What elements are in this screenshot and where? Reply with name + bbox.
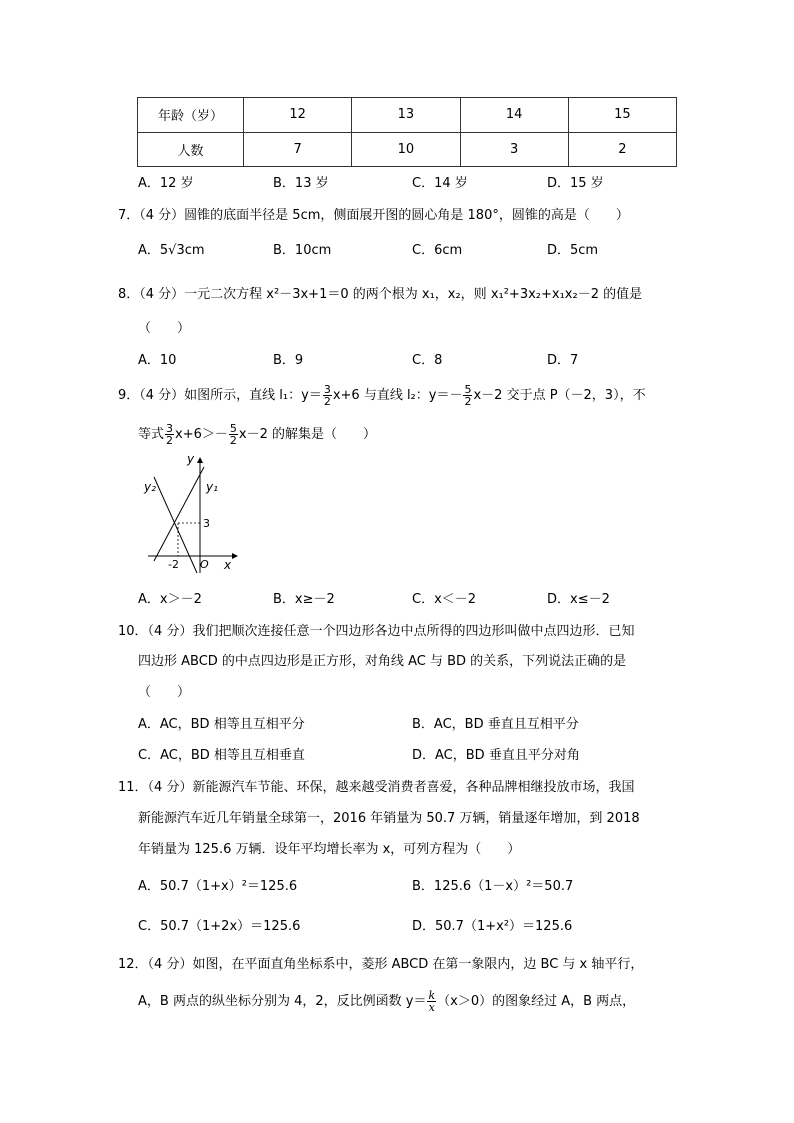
q8-option-b[interactable]: B．9 [273, 353, 304, 368]
q11-option-a[interactable]: A．50.7（1+x）²＝125.6 [138, 879, 298, 894]
q10-line2: 四边形 ABCD 的中点四边形是正方形，对角线 AC 与 BD 的关系，下列说法正确的是 [138, 654, 627, 669]
q9-option-c[interactable]: C．x＜－2 [412, 592, 477, 607]
q9-stem-line1 [118, 383, 646, 409]
q6-option-d[interactable]: D．15 岁 [547, 176, 604, 191]
x-axis-label: x [224, 558, 232, 572]
x-axis-arrow-icon [232, 553, 238, 559]
q9-stem-pre: 9．（4 分）如图所示，直线 l₁：y＝ [118, 388, 322, 403]
table-cell: 15 [568, 98, 676, 133]
y-axis-label: y [187, 455, 195, 466]
q8-stem: 8．（4 分）一元二次方程 x²－3x+1＝0 的两个根为 x₁，x₂，则 x₁²+3x₂+x₁x₂－2 的值是 [118, 287, 643, 302]
fraction-numerator: 3 [323, 383, 331, 396]
fraction-denominator: 2 [229, 434, 237, 447]
q9-stem-line2 [138, 422, 376, 448]
q9-line2-pre: 等式 [138, 427, 165, 442]
fraction [427, 990, 436, 1013]
table-cell: 年龄（岁） [138, 98, 244, 133]
q8-option-c[interactable]: C．8 [412, 353, 443, 368]
q9-graph [140, 455, 240, 575]
q12-line2-post: （x＞0）的图象经过 A，B 两点， [437, 994, 636, 1009]
fraction-numerator: 5 [229, 422, 237, 435]
q9-option-b[interactable]: B．x≥－2 [273, 592, 335, 607]
q11-line2: 新能源汽车近几年销量全球第一，2016 年销量为 50.7 万辆，销量逐年增加，到 2018 [138, 811, 640, 826]
table-row [138, 98, 677, 133]
q12-line1: 12．（4 分）如图，在平面直角坐标系中，菱形 ABCD 在第一象限内，边 BC 与 x 轴平行， [118, 957, 644, 972]
q11-option-d[interactable]: D．50.7（1+x²）＝125.6 [412, 919, 573, 934]
table-row [138, 132, 677, 167]
q12-line2 [138, 987, 635, 1017]
q10-option-a[interactable]: A．AC，BD 相等且互相平分 [138, 717, 305, 732]
q6-option-b[interactable]: B．13 岁 [273, 176, 329, 191]
q11-option-b[interactable]: B．125.6（1－x）²＝50.7 [412, 879, 574, 894]
y-axis-arrow-icon [197, 457, 203, 463]
q10-option-b[interactable]: B．AC，BD 垂直且互相平分 [412, 717, 579, 732]
fraction-numerator: 5 [464, 383, 472, 396]
table-cell: 2 [568, 132, 676, 167]
q11-line3: 年销量为 125.6 万辆．设年平均增长率为 x，可列方程为（ ） [138, 842, 521, 857]
fraction-numerator: 3 [166, 422, 174, 435]
q7-option-d[interactable]: D．5cm [547, 243, 599, 258]
q12-line2-pre: A，B 两点的纵坐标分别为 4，2，反比例函数 y＝ [138, 994, 427, 1009]
q10-line3: （ ） [138, 685, 191, 700]
table-cell: 12 [244, 98, 352, 133]
table-cell: 14 [460, 98, 568, 133]
q9-stem-mid: x+6 与直线 l₂：y＝－ [332, 388, 463, 403]
q6-option-a[interactable]: A．12 岁 [138, 176, 194, 191]
q9-option-a[interactable]: A．x＞－2 [138, 592, 202, 607]
y1-label: y₁ [206, 480, 218, 494]
origin-label: O [200, 558, 209, 571]
age-table [137, 97, 677, 167]
q9-stem-post: x－2 交于点 P（－2，3），不 [473, 388, 646, 403]
q8-stem-tail: （ ） [138, 321, 191, 336]
q9-option-d[interactable]: D．x≤－2 [547, 592, 610, 607]
fraction [463, 384, 472, 407]
x-tick-label: -2 [168, 558, 179, 571]
y-tick-label: 3 [203, 517, 210, 530]
line-y1 [154, 467, 204, 561]
q7-option-c[interactable]: C．6cm [412, 243, 463, 258]
fraction [323, 384, 332, 407]
q10-option-c[interactable]: C．AC，BD 相等且互相垂直 [138, 748, 305, 763]
fraction-denominator: 2 [166, 434, 174, 447]
q11-line1: 11．（4 分）新能源汽车节能、环保，越来越受消费者喜爱，各种品牌相继投放市场，我国 [118, 780, 635, 795]
table-cell: 3 [460, 132, 568, 167]
y2-label: y₂ [144, 480, 156, 494]
q11-option-c[interactable]: C．50.7（1+2x）＝125.6 [138, 919, 301, 934]
q9-line2-post: x－2 的解集是（ ） [238, 427, 376, 442]
q9-line2-mid: x+6＞－ [175, 427, 228, 442]
q10-option-d[interactable]: D．AC，BD 垂直且平分对角 [412, 748, 580, 763]
table-cell: 10 [352, 132, 460, 167]
fraction-denominator: 2 [464, 395, 472, 408]
fraction-numerator: k [428, 989, 436, 1002]
q7-option-b[interactable]: B．10cm [273, 243, 332, 258]
table-cell: 人数 [138, 132, 244, 167]
table-cell: 13 [352, 98, 460, 133]
fraction-denominator: 2 [323, 395, 331, 408]
fraction-denominator: x [428, 1001, 435, 1014]
table-cell: 7 [244, 132, 352, 167]
q8-option-a[interactable]: A．10 [138, 353, 177, 368]
fraction [229, 423, 238, 446]
q7-option-a[interactable]: A．5√3cm [138, 243, 205, 258]
q10-line1: 10．（4 分）我们把顺次连接任意一个四边形各边中点所得的四边形叫做中点四边形．已知 [118, 624, 635, 639]
q8-option-d[interactable]: D．7 [547, 353, 579, 368]
fraction [165, 423, 174, 446]
q6-option-c[interactable]: C．14 岁 [412, 176, 468, 191]
q7-stem: 7．（4 分）圆锥的底面半径是 5cm，侧面展开图的圆心角是 180°，圆锥的高是（ ） [118, 208, 629, 223]
